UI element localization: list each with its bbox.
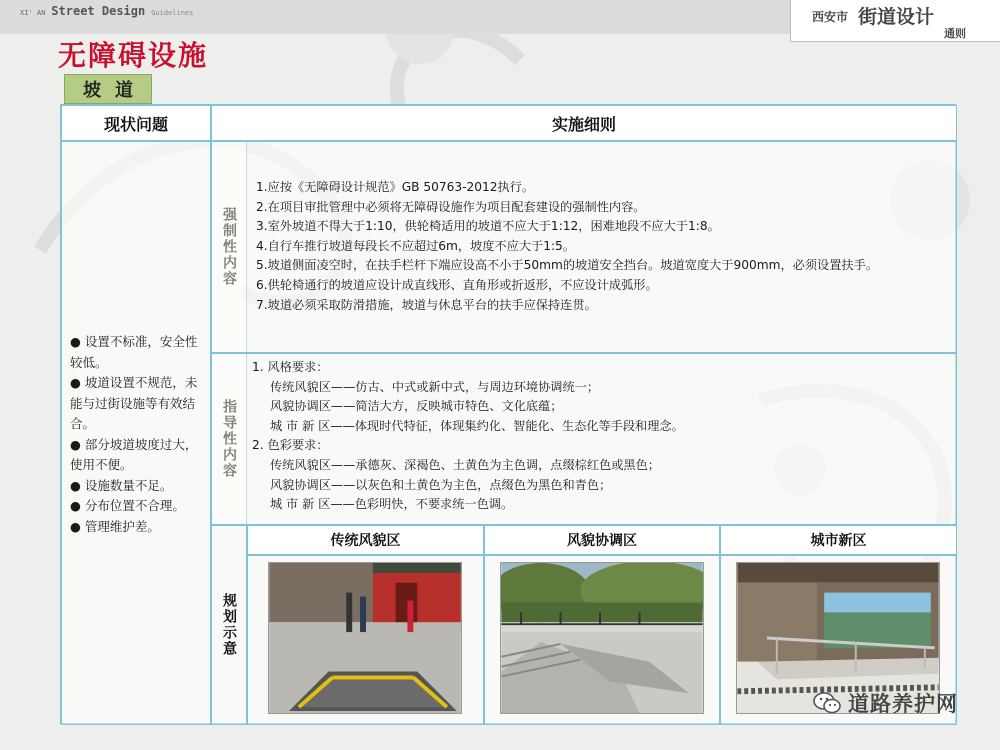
guide-line: 2. 色彩要求： (252, 438, 329, 453)
rule-line: 5.坡道侧面凌空时，在扶手栏杆下端应设高不小于50mm的坡道安全挡台。坡道宽度大于900mm，必须设置扶手。 (256, 258, 878, 273)
rule-line: 6.供轮椅通行的坡道应设计成直线形、直角形或折返形，不应设计成弧形。 (256, 277, 658, 292)
brand-main: Street Design (51, 4, 146, 18)
rule-line: 4.自行车推行坡道每段长不应超过6m，坡度不应大于1:5。 (256, 238, 575, 253)
photo-header-new-district: 城市新区 (720, 525, 957, 555)
guide-line: 1. 风格要求： (252, 360, 329, 374)
issues-cell (61, 141, 211, 725)
issue-item: ● 设施数量不足。 (70, 477, 173, 493)
section-tag: 坡道 (64, 74, 152, 104)
guide-content (211, 353, 957, 525)
issue-item: ● 设置不标准，安全性较低。 (70, 334, 198, 370)
photo-header-traditional: 传统风貌区 (247, 525, 484, 555)
watermark (812, 688, 958, 718)
header-implementation-details: 实施细则 (211, 105, 957, 141)
rule-line: 3.室外坡道不得大于1:10，供轮椅适用的坡道不应大于1:12，困难地段不应大于1:8。 (256, 219, 720, 234)
guide-label: 指导性内容 (211, 353, 247, 525)
photo-transition-ramp (500, 562, 704, 714)
photo-traditional-ramp (268, 562, 462, 714)
watermark-text: 道路养护网 (848, 692, 958, 716)
photo-header-transition: 风貌协调区 (484, 525, 720, 555)
rule-line: 2.在项目审批管理中必须将无障碍设施作为项目配套建设的强制性内容。 (256, 199, 646, 214)
mandatory-label: 强制性内容 (211, 141, 247, 353)
page-title: 无障碍设施 (58, 39, 209, 72)
series-city: 西安市 (812, 10, 849, 24)
brand-logo (20, 4, 193, 18)
issue-item: ● 坡道设置不规范，未能与过街设施等有效结合。 (70, 375, 198, 431)
series-main-title: 街道设计 (858, 6, 935, 28)
guide-line: 城 市 新 区——体现时代特征，体现集约化、智能化、生态化等手段和理念。 (270, 418, 684, 433)
guide-line: 传统风貌区——承德灰、深褐色、土黄色为主色调，点缀棕红色或黑色； (270, 457, 660, 472)
mandatory-content (211, 141, 957, 353)
brand-sub: Guidelines (151, 9, 194, 17)
guide-line: 传统风貌区——仿古、中式或新中式，与周边环境协调统一； (270, 379, 600, 394)
guide-line: 风貌协调区——以灰色和土黄色为主色，点缀色为黑色和青色； (270, 477, 612, 492)
series-sub-title: 通则 (944, 27, 966, 40)
brand-city: XI' AN (20, 9, 46, 17)
issue-item: ● 管理维护差。 (70, 518, 160, 534)
guide-line: 风貌协调区——简洁大方，反映城市特色、文化底蕴； (270, 399, 563, 414)
rule-line: 1.应按《无障碍设计规范》GB 50763-2012执行。 (256, 180, 535, 194)
guide-line: 城 市 新 区——色彩明快，不要求统一色调。 (270, 497, 514, 512)
issue-item: ● 分布位置不合理。 (70, 498, 185, 513)
header-current-issues: 现状问题 (61, 105, 211, 141)
rule-line: 7.坡道必须采取防滑措施，坡道与休息平台的扶手应保持连贯。 (256, 297, 597, 312)
wechat-icon (812, 690, 842, 716)
issue-item: ● 部分坡道坡度过大，使用不便。 (70, 436, 198, 472)
plan-label: 规划示意 (211, 525, 247, 725)
